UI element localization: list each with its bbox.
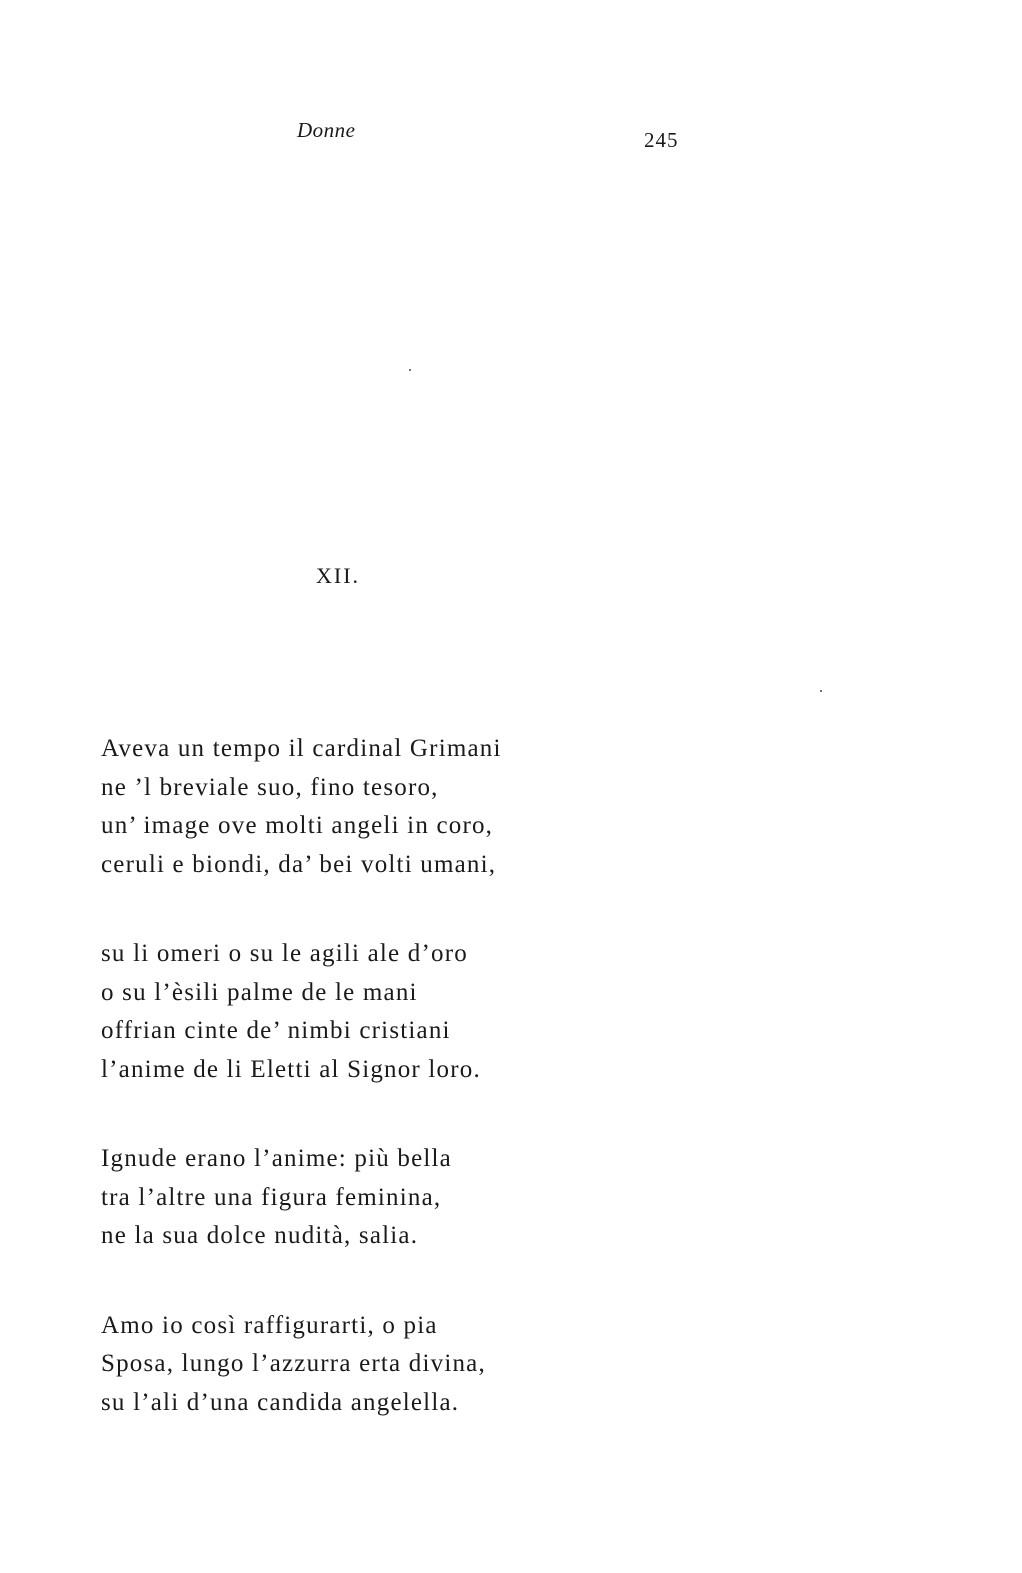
section-heading: XII. [316,563,361,588]
poem [101,730,701,1473]
verse-line: ceruli e biondi, da’ bei volti umani, [101,850,497,878]
verse-line: su li omeri o su le agili ale d’oro [101,940,468,967]
verse-line: l’anime de li Eletti al Signor loro. [101,1055,481,1083]
verse-line: su l’ali d’una candida angelella. [101,1388,460,1416]
verse-line: ne ’l breviale suo, fino tesoro, [101,773,439,801]
running-title: Donne [297,118,356,142]
verse-line: ne la sua dolce nudità, salia. [101,1222,419,1249]
print-speck [820,690,822,692]
stanza [101,730,701,884]
verse-line: Ignude erano l’anime: più bella [101,1145,452,1172]
print-speck [409,369,411,371]
stanza [101,935,701,1089]
stanza [101,1140,701,1256]
verse-line: offrian cinte de’ nimbi cristiani [101,1017,451,1044]
verse-line: Aveva un tempo il cardinal Grimani [101,735,502,762]
verse-line: un’ image ove molti angeli in coro, [101,812,494,839]
verse-line: Amo io così raffigurarti, o pia [101,1311,438,1339]
verse-line: tra l’altre una figura feminina, [101,1183,442,1211]
page-number: 245 [644,128,679,152]
verse-line: o su l’èsili palme de le mani [101,978,418,1006]
verse-line: Sposa, lungo l’azzurra erta divina, [101,1350,486,1377]
stanza [101,1307,701,1423]
